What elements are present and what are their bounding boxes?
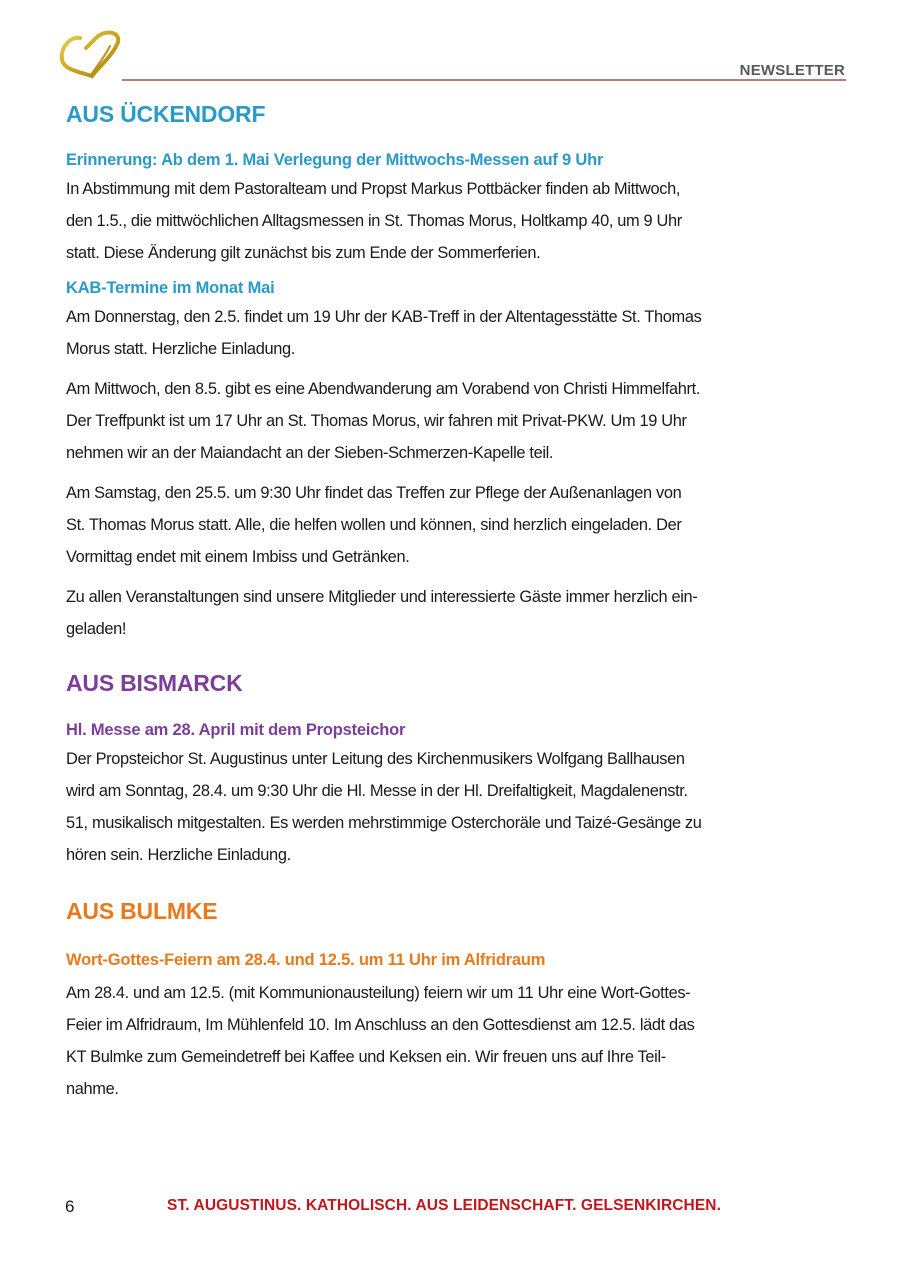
article-paragraph: In Abstimmung mit dem Pastoralteam und Propst Markus Pottbäcker finden ab Mittwoch, den 1.5., die mittwöchlichen Alltagsmessen in St. Thomas Morus, Holtkamp 40, um 9 Uhr statt. Diese Änderung gilt zunächst bis zum Ende der Sommerferien. <box>66 180 682 262</box>
article-paragraph: Der Propsteichor St. Augustinus unter Leitung des Kirchenmusikers Wolfgang Ballhausen wird am Sonntag, 28.4. um 9:30 Uhr die Hl. Messe in der Hl. Dreifaltigkeit, Magdalenenstr. 51, musikalisch mitgestalten. Es werden mehrstimmige Osterchoräle und Taizé-Gesänge zu hören sein. Herzliche Einladung. <box>66 750 702 864</box>
article-heading: Hl. Messe am 28. April mit dem Propsteichor <box>66 721 406 739</box>
section-title: AUS ÜCKENDORF <box>66 101 266 127</box>
page-number: 6 <box>65 1197 75 1216</box>
article-paragraph: Am Samstag, den 25.5. um 9:30 Uhr findet das Treffen zur Pflege der Außenanlagen von St. Thomas Morus statt. Alle, die helfen wollen und können, sind herzlich eingeladen. Der Vormittag endet mit einem Imbiss und Getränken. <box>66 484 682 566</box>
section-bulmke <box>66 893 856 1105</box>
header-label: NEWSLETTER <box>739 62 845 79</box>
article-paragraph: Am 28.4. und am 12.5. (mit Kommunionausteilung) feiern wir um 11 Uhr eine Wort-Gottes- Feier im Alfridraum, Im Mühlenfeld 10. Im Anschluss an den Gottesdienst am 12.5. lädt das KT Bulmke zum Gemeindetreff bei Kaffee und Keksen ein. Wir freuen uns auf Ihre Teil- nahme. <box>66 984 695 1098</box>
section-title: AUS BISMARCK <box>66 670 243 696</box>
section-bismarck <box>66 665 856 871</box>
article-heading: KAB-Termine im Monat Mai <box>66 279 275 297</box>
article-paragraph: Am Donnerstag, den 2.5. findet um 19 Uhr der KAB-Treff in der Altentagesstätte St. Thomas Morus statt. Herzliche Einladung. <box>66 308 702 358</box>
footer-tagline: ST. AUGUSTINUS. KATHOLISCH. AUS LEIDENSCHAFT. GELSENKIRCHEN. <box>167 1197 721 1214</box>
article-heading: Erinnerung: Ab dem 1. Mai Verlegung der Mittwochs-Messen auf 9 Uhr <box>66 151 604 169</box>
article-paragraph: Zu allen Veranstaltungen sind unsere Mitglieder und interessierte Gäste immer herzlich ein- geladen! <box>66 588 698 638</box>
section-ueckendorf <box>66 96 856 645</box>
article-paragraph: Am Mittwoch, den 8.5. gibt es eine Abendwanderung am Vorabend von Christi Himmelfahrt. Der Treffpunkt ist um 17 Uhr an St. Thomas Morus, wir fahren mit Privat-PKW. Um 19 Uhr nehmen wir an der Maiandacht an der Sieben-Schmerzen-Kapelle teil. <box>66 380 701 462</box>
article-heading: Wort-Gottes-Feiern am 28.4. und 12.5. um 11 Uhr im Alfridraum <box>66 951 546 969</box>
section-title: AUS BULMKE <box>66 898 218 924</box>
header-divider <box>122 79 846 81</box>
heart-logo-icon <box>56 28 124 82</box>
page-content <box>66 96 856 1105</box>
